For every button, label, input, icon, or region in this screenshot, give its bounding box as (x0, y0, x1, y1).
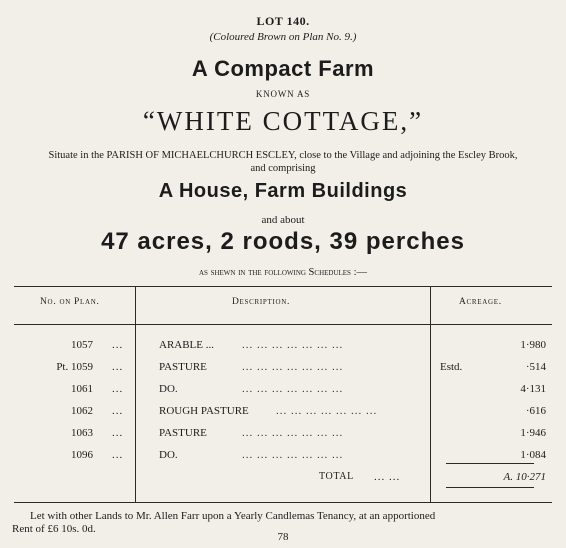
total-row (14, 471, 552, 491)
column-header-description: Description. (232, 297, 291, 307)
house-heading: A House, Farm Buildings (158, 180, 408, 202)
table-row (14, 427, 552, 447)
plan-number: 1096 (71, 449, 93, 461)
estimated-prefix: Estd. (440, 361, 463, 373)
header-rule (14, 324, 552, 325)
table-row (14, 361, 552, 381)
column-header-plan: No. on Plan. (40, 297, 100, 307)
leader-dots: ... (112, 427, 124, 439)
property-name: “WHITE COTTAGE,” (142, 106, 424, 136)
leader-dots: ... ... ... ... ... ... ... (242, 383, 344, 395)
description: ROUGH PASTURE (159, 405, 249, 417)
and-about-label: and about (261, 214, 305, 226)
situation-description: Situate in the PARISH OF MICHAELCHURCH ESCLEY, close to the Village and adjoining the Escley Brook, (48, 150, 518, 161)
plan-number: 1057 (71, 339, 93, 351)
plan-colour-note: (Coloured Brown on Plan No. 9.) (209, 31, 357, 43)
acreage: 1·084 (520, 449, 546, 461)
table-row (14, 339, 552, 359)
farm-heading: A Compact Farm (191, 56, 375, 81)
lot-number: LOT 140. (256, 14, 310, 28)
total-acreage: A. 10·271 (503, 471, 546, 483)
leader-dots: ... (112, 405, 124, 417)
page-number: 78 (277, 531, 289, 543)
total-underline (446, 487, 534, 488)
acreage: ·616 (525, 405, 546, 417)
description: DO. (159, 449, 178, 461)
acreage: 1·946 (520, 427, 546, 439)
leader-dots: ... ... ... ... ... ... ... (242, 361, 344, 373)
table-row (14, 383, 552, 403)
known-as-label: KNOWN AS (255, 89, 311, 99)
plan-number: 1062 (71, 405, 93, 417)
table-row (14, 449, 552, 469)
leader-dots: ... ... ... ... ... ... ... (242, 427, 344, 439)
leader-dots: ... (112, 339, 124, 351)
comprising-label: and comprising (250, 163, 316, 174)
leader-dots: ... (112, 449, 124, 461)
table-row (14, 405, 552, 425)
description: PASTURE (159, 427, 207, 439)
acreage: ·514 (525, 361, 546, 373)
leader-dots: ... ... (374, 471, 401, 483)
schedules-intro: as shewn in the following Schedules :— (199, 267, 367, 278)
plan-number: 1061 (71, 383, 93, 395)
total-rule (446, 463, 534, 464)
leader-dots: ... ... ... ... ... ... ... (242, 449, 344, 461)
acreage: 1·980 (520, 339, 546, 351)
total-label: TOTAL (319, 471, 354, 482)
tenancy-note-line1: Let with other Lands to Mr. Allen Farr upon a Yearly Candlemas Tenancy, at an apportioned (30, 510, 436, 522)
acreage: 4·131 (520, 383, 546, 395)
plan-number: Pt. 1059 (56, 361, 93, 373)
leader-dots: ... (112, 383, 124, 395)
schedule-table (14, 286, 552, 503)
tenancy-note-line2: Rent of £6 10s. 0d. (12, 523, 96, 535)
description: PASTURE (159, 361, 207, 373)
column-header-acreage: Acreage. (459, 297, 502, 307)
description: DO. (159, 383, 178, 395)
acreage-heading: 47 acres, 2 roods, 39 perches (101, 228, 465, 255)
plan-number: 1063 (71, 427, 93, 439)
leader-dots: ... ... ... ... ... ... ... (242, 339, 344, 351)
description: ARABLE ... (159, 339, 214, 351)
leader-dots: ... (112, 361, 124, 373)
leader-dots: ... ... ... ... ... ... ... (276, 405, 378, 417)
